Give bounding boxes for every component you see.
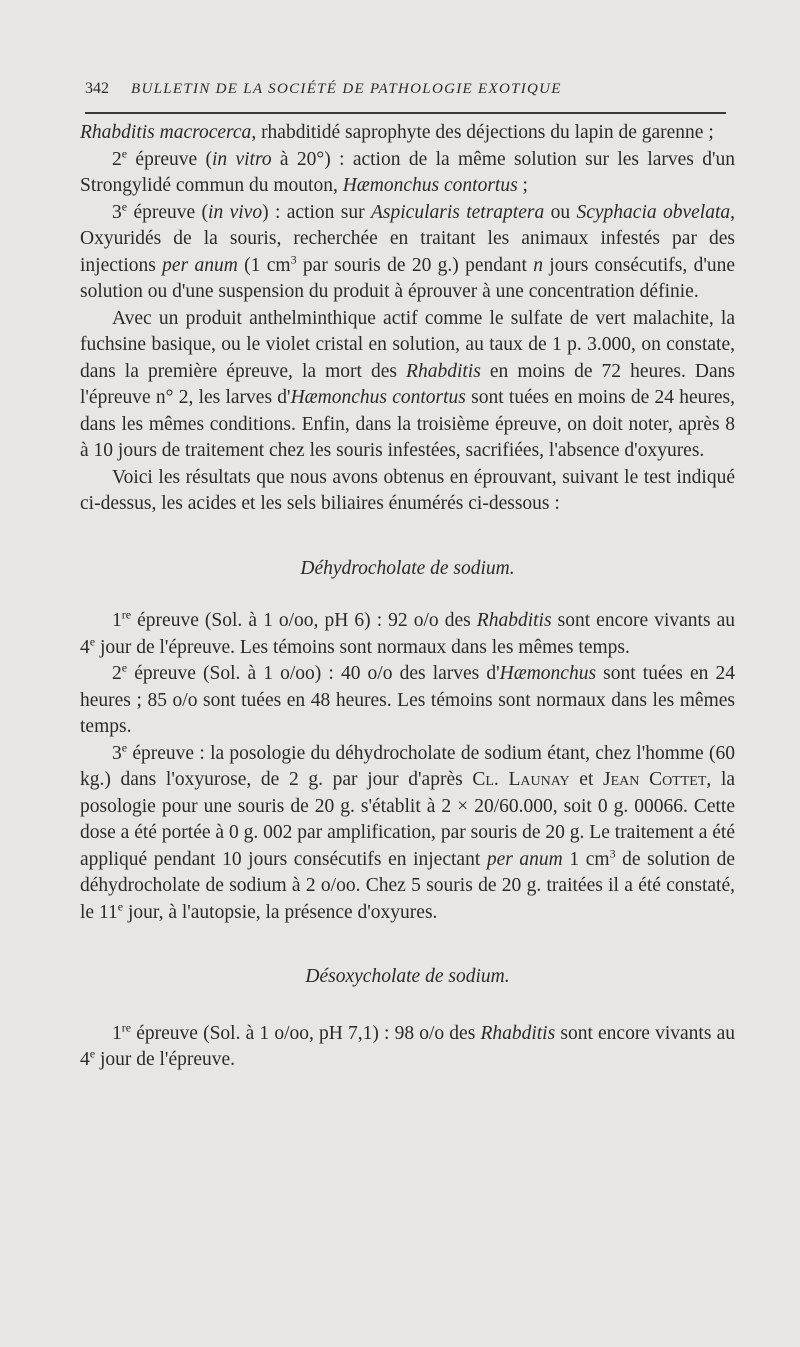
italic-term: Hæmonchus (499, 663, 597, 684)
text-run: sont encore vivants au 4 (80, 1022, 735, 1070)
text-run: par souris de 20 g.) pendant (296, 254, 534, 276)
text-run: sont tuées en 24 heures ; 85 o/o sont tuées en 48 heures. Les témoins sont normaux dans les mêmes temps. (80, 663, 735, 737)
text-run: sont encore vivants au 4 (80, 610, 735, 658)
author-name: Cl. Launay (472, 769, 570, 790)
superscript: re (121, 1020, 132, 1034)
header-rule (85, 112, 726, 114)
text-run: jour, à l'autopsie, la présence d'oxyures. (123, 901, 438, 923)
text-run: 2 (112, 663, 122, 684)
superscript: e (121, 199, 128, 213)
superscript: re (121, 607, 132, 622)
text-run: 1 (112, 610, 122, 631)
text-run: 2 (112, 148, 122, 170)
paragraph-8 (80, 741, 735, 927)
text-run: en moins de 72 heures. Dans l'épreuve n° 2, les larves d' (80, 360, 735, 408)
page-number: 342 (85, 80, 109, 97)
italic-term: Rhabditis (406, 360, 481, 382)
italic-term: Scyphacia obvelata (576, 201, 731, 223)
text-run: ) : action sur (262, 201, 371, 223)
italic-term: Aspicularis tetraptera (371, 201, 545, 223)
italic-term: per anum (162, 254, 238, 276)
text-run: jour de l'épreuve. Les témoins sont normaux dans les mêmes temps. (95, 636, 630, 658)
italic-term: per anum (486, 848, 563, 870)
superscript: e (121, 740, 128, 754)
text-run: épreuve (Sol. à 1 o/oo, pH 6) : 92 o/o des (131, 610, 477, 631)
paragraph-2 (80, 147, 735, 200)
italic-term: Hæmonchus contortus (342, 175, 518, 196)
italic-term: Rhabditis (476, 610, 552, 631)
text-run: épreuve : la posologie du déhydrocholate de sodium étant, chez l'homme (60 kg.) dans l'oxyurose, de 2 g. par jour d'après (80, 742, 735, 790)
paragraph-1 (80, 120, 735, 147)
text-run: à 20°) : action de la même solution sur les larves d'un Strongylidé commun du mouton, (80, 148, 735, 196)
superscript: e (117, 899, 124, 913)
text-run: jour de l'épreuve. (95, 1049, 236, 1070)
text-run: épreuve ( (127, 201, 209, 223)
italic-term: in vivo (208, 201, 263, 223)
text-run: Avec un produit anthelminthique actif comme le sulfate de vert malachite, la fuchsine basique, ou le violet cristal en solution, au taux de 1 p. 3.000, on constate, dans la première épreuve, la mort des (80, 307, 735, 382)
text-run: 3 (112, 201, 122, 223)
body-text (80, 120, 735, 1074)
text-run: 1 cm (562, 848, 610, 870)
paragraph-6 (80, 608, 735, 661)
superscript: 3 (290, 252, 297, 266)
paragraph-3 (80, 200, 735, 306)
text-run: 1 (112, 1022, 122, 1044)
text-run: et (569, 769, 604, 790)
italic-term: n (533, 254, 543, 276)
section-heading-desoxycholate: Désoxycholate de sodium. (305, 966, 510, 987)
text-run: , la posologie pour une souris de 20 g. s'établit à 2 × 20/60.000, soit 0 g. 00066. Cette dose a été portée à 0 g. 002 par amplification, par souris de 20 g. Le traitement a été appliqué pendant 10 jours consécutifs en injectant (80, 769, 736, 870)
text-run: , Oxyuridés de la souris, recherchée en traitant les animaux infestés par des injections (80, 201, 736, 276)
running-header (85, 80, 725, 98)
paragraph-5: Voici les résultats que nous avons obtenus en éprouvant, suivant le test indiqué ci-dessus, les acides et les sels biliaires énumérés ci-dessous : (80, 466, 735, 514)
text-run: épreuve ( (127, 148, 212, 170)
superscript: e (89, 1046, 96, 1061)
text-run: épreuve (Sol. à 1 o/oo) : 40 o/o des larves d' (127, 663, 500, 684)
paragraph-4 (80, 306, 735, 465)
italic-term: Hæmonchus contortus (290, 387, 466, 408)
text-run: de solution de déhydrocholate de sodium à 2 o/oo. Chez 5 souris de 20 g. traitées il a été constaté, le 11 (80, 848, 736, 923)
superscript: 3 (609, 846, 616, 860)
paragraph-7 (80, 661, 735, 741)
text-run: épreuve (Sol. à 1 o/oo, pH 7,1) : 98 o/o des (131, 1022, 481, 1044)
superscript: e (89, 634, 96, 648)
running-title: BULLETIN DE LA SOCIÉTÉ DE PATHOLOGIE EXOTIQUE (131, 81, 562, 97)
text-run: ou (544, 201, 577, 223)
text-run: (1 cm (237, 254, 291, 276)
text-run: 3 (112, 742, 122, 764)
paragraph-9 (80, 1021, 735, 1074)
italic-term: Rhabditis macrocerca (80, 122, 252, 143)
text-run: , rhabditidé saprophyte des déjections du lapin de garenne ; (251, 122, 714, 143)
text-run: sont tuées en moins de 24 heures, dans les mêmes conditions. Enfin, dans la troisième épreuve, on doit noter, après 8 à 10 jours de traitement chez les souris infestées, sacrifiées, l'absence d'oxyures. (80, 387, 735, 461)
superscript: e (121, 146, 128, 160)
text-run: ; (517, 175, 528, 196)
italic-term: Rhabditis (480, 1022, 556, 1044)
text-run: jours consécutifs, d'une solution ou d'une suspension du produit à éprouver à une concentration définie. (80, 254, 736, 302)
section-heading-dehydrocholate: Déhydrocholate de sodium. (300, 557, 515, 579)
author-name: Jean Cottet (603, 769, 707, 790)
superscript: e (121, 660, 128, 675)
italic-term: in vitro (211, 148, 272, 170)
